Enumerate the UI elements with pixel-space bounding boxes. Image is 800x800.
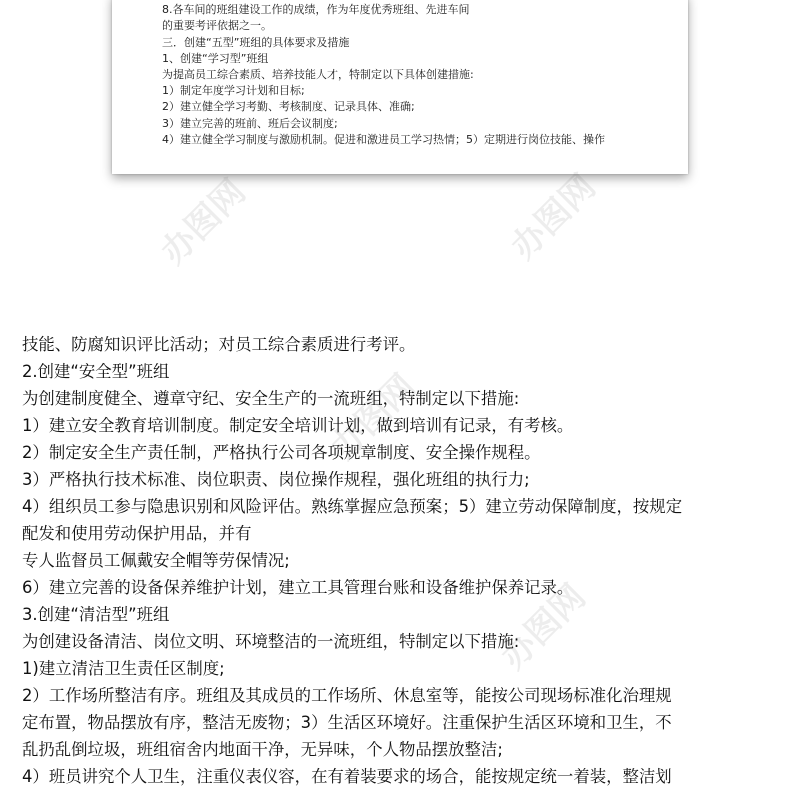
body-line: 2）工作场所整洁有序。班组及其成员的工作场所、休息室等，能按公司现场标准化治理规 [22, 686, 672, 705]
card-line: 4）建立健全学习制度与激励机制。促进和激进员工学习热情；5）定期进行岗位技能、操作 [162, 132, 605, 146]
card-line: 为提高员工综合素质、培养技能人才，特制定以下具体创建措施: [162, 67, 474, 81]
document-preview-text [162, 0, 682, 148]
body-line: 3）严格执行技术标准、岗位职责、岗位操作规程，强化班组的执行力; [22, 470, 530, 489]
body-line: 技能、防腐知识评比活动；对员工综合素质进行考评。 [22, 335, 416, 354]
card-line: 的重要考评依据之一。 [162, 19, 272, 33]
watermark: 办图网 [493, 576, 594, 678]
body-line: 2）制定安全生产责任制，严格执行公司各项规章制度、安全操作规程。 [22, 443, 541, 462]
document-preview-card [112, 0, 688, 174]
watermark: 办图网 [323, 366, 424, 468]
watermark: 办图网 [503, 166, 604, 268]
section-heading: 3.创建“清洁型”班组 [22, 605, 170, 624]
body-line: 4）组织员工参与隐患识别和风险评估。熟练掌握应急预案；5）建立劳动保障制度，按规定 [22, 497, 683, 516]
body-line: 为创建设备清洁、岗位文明、环境整洁的一流班组，特制定以下措施: [22, 632, 520, 651]
card-line: 3）建立完善的班前、班后会议制度; [162, 116, 338, 130]
card-line: 三．创建“五型”班组的具体要求及措施 [162, 35, 350, 49]
watermark: 办图网 [153, 171, 254, 273]
card-line: 1、创建“学习型”班组 [162, 51, 269, 65]
body-line: 乱扔乱倒垃圾，班组宿舍内地面干净，无异味，个人物品摆放整洁; [22, 740, 503, 759]
card-line: 1）制定年度学习计划和目标; [162, 84, 305, 98]
document-body [22, 331, 792, 790]
body-line: 配发和使用劳动保护用品，并有 [22, 524, 252, 543]
body-line: 6）建立完善的设备保养维护计划，建立工具管理台账和设备维护保养记录。 [22, 578, 574, 597]
body-line: 专人监督员工佩戴安全帽等劳保情况; [22, 551, 290, 570]
body-line: 1)建立清洁卫生责任区制度; [22, 659, 225, 678]
body-line: 4）班员讲究个人卫生，注重仪表仪容，在有着装要求的场合，能按规定统一着装，整洁划 [22, 767, 672, 786]
card-line: 2）建立健全学习考勤、考核制度、记录具体、准确; [162, 100, 415, 114]
section-heading: 2.创建“安全型”班组 [22, 362, 170, 381]
card-line: 8.各车间的班组建设工作的成绩，作为年度优秀班组、先进车间 [162, 3, 470, 17]
body-line: 定布置，物品摆放有序，整洁无废物；3）生活区环境好。注重保护生活区环境和卫生，不 [22, 713, 672, 732]
body-line: 为创建制度健全、遵章守纪、安全生产的一流班组，特制定以下措施: [22, 389, 520, 408]
body-line: 1）建立安全教育培训制度。制定安全培训计划，做到培训有记录，有考核。 [22, 416, 574, 435]
